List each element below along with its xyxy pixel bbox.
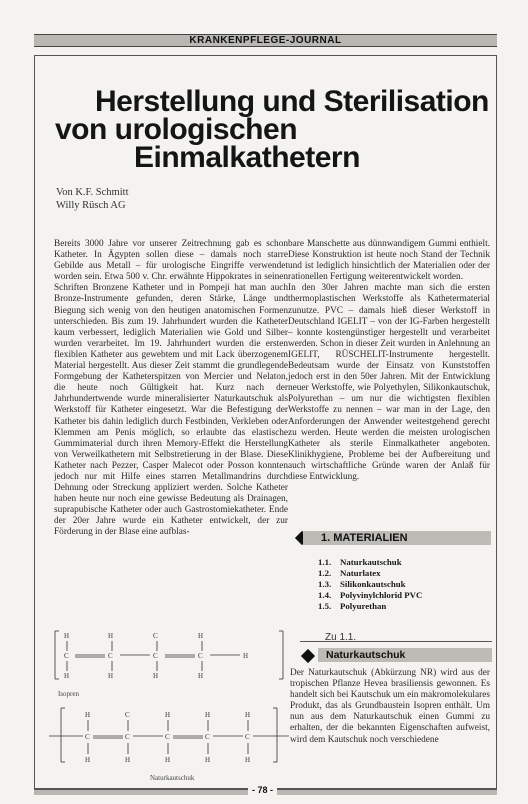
isoprene-structure-diagram bbox=[45, 623, 293, 687]
svg-text:C: C bbox=[85, 733, 90, 741]
svg-text:H: H bbox=[85, 711, 91, 719]
natural-rubber-formula-figure bbox=[45, 700, 293, 774]
svg-text:C: C bbox=[153, 632, 158, 640]
right-column-paragraph-1: bare Manschette aus dünnwandigem Gummi enthielt. Diese Konstruktion ist heute noch Stand der Technik und ist lediglich hinsichtlich der Materialien oder der rationellen Fertigung weiterentwickelt worden. bbox=[288, 239, 490, 283]
list-item: 1.5. Polyurethan bbox=[318, 601, 387, 611]
svg-text:C: C bbox=[125, 711, 130, 719]
svg-text:H: H bbox=[243, 652, 249, 660]
svg-text:H: H bbox=[245, 756, 251, 764]
journal-name: KRANKENPFLEGE-JOURNAL bbox=[189, 35, 342, 46]
figure-caption-naturkautschuk: Naturkautschuk bbox=[150, 774, 195, 782]
left-column-text bbox=[54, 239, 288, 621]
right-column-text bbox=[288, 239, 490, 521]
svg-text:H: H bbox=[125, 756, 131, 764]
section-heading-text: 1. MATERIALIEN bbox=[321, 532, 408, 544]
svg-text:H: H bbox=[64, 632, 70, 640]
journal-header bbox=[34, 34, 497, 47]
author-name: Von K.F. Schmitt bbox=[56, 187, 129, 198]
page-number: - 78 - bbox=[248, 785, 277, 795]
svg-text:H: H bbox=[165, 711, 171, 719]
subsection-reference: Zu 1.1. bbox=[325, 632, 357, 643]
list-item: 1.4. Polyvinylchlorid PVC bbox=[318, 590, 423, 600]
svg-text:H: H bbox=[64, 672, 70, 680]
svg-text:C: C bbox=[198, 652, 203, 660]
article-title-line-1: Herstellung und Sterilisation bbox=[95, 85, 489, 118]
svg-text:C: C bbox=[153, 652, 158, 660]
svg-text:H: H bbox=[153, 672, 159, 680]
svg-text:H: H bbox=[245, 711, 251, 719]
list-item: 1.1. Naturkautschuk bbox=[318, 557, 402, 567]
svg-text:C: C bbox=[125, 733, 130, 741]
subsection-heading-text: Naturkautschuk bbox=[326, 649, 406, 661]
section-heading-materialien bbox=[291, 531, 491, 545]
svg-text:C: C bbox=[245, 733, 250, 741]
svg-text:C: C bbox=[108, 652, 113, 660]
list-item: 1.3. Silikonkautschuk bbox=[318, 579, 406, 589]
svg-text:H: H bbox=[198, 632, 204, 640]
section-heading-bar bbox=[303, 531, 491, 545]
article-title-line-2: von urologischen bbox=[55, 113, 298, 146]
svg-text:H: H bbox=[205, 756, 211, 764]
article-title-line-3: Einmalkathetern bbox=[134, 141, 360, 174]
author-affiliation: Willy Rüsch AG bbox=[56, 200, 126, 211]
svg-text:H: H bbox=[108, 672, 114, 680]
svg-text:C: C bbox=[205, 733, 210, 741]
svg-text:C: C bbox=[165, 733, 170, 741]
svg-text:H: H bbox=[85, 756, 91, 764]
list-item: 1.2. Naturlatex bbox=[318, 568, 381, 578]
svg-text:H: H bbox=[205, 711, 211, 719]
subsection-text bbox=[290, 668, 490, 780]
isoprene-formula-figure bbox=[45, 623, 293, 687]
figure-caption-isopren: Isopren bbox=[58, 690, 79, 698]
subsection-heading-bar bbox=[318, 648, 492, 662]
materials-list bbox=[318, 557, 422, 612]
right-column-paragraph-2: In den 30er Jahren machte man sich die ersten thermoplastischen Werkstoffe als Kathetermaterial zunutze. PVC – damals hieß dieser Werkstoff in Deutschland IGELIT – von der IG-Farben hergestellt – konnte kostengünstiger hergestellt und verarbeitet werden. Schon in dieser Zeit wurden in Anlehnung an IGELIT, RÜSCHELIT-Instrumente hergestellt. Bedeutsam wurde der Einsatz von Kunststoffen jedoch erst in den 50er Jahren. Mit der Entwicklung neuer Werkstoffe, wie Polyethylen, Silikonkautschuk, Polyurethan – um nur die wichtigsten flexiblen Werkstoffe zu nennen – war man in der Lage, den Anforderungen der Anwender weitestgehend gerecht zu werden. Heute werden die meisten urologischen Katheter als sterile Einmalkatheter angeboten. Klinikhygiene, Probleme bei der Aufbereitung und auch wirtschaftliche Gründe waren der Anlaß für diese Entwicklung. bbox=[288, 283, 490, 482]
natural-rubber-structure-diagram bbox=[45, 700, 293, 774]
left-column-paragraph: Bereits 3000 Jahre vor unserer Zeitrechnung gab es schon Katheter. In Ägypten sollen diese – damals noch starre Gebilde aus Metall – für urologische Eingriffe verwendet worden sein. Etwa 500 v. Chr. erwähnte Hippokrates in seinen Schriften Bronzene Katheter und in Pompeji hat man auch Bronze-Instrumente gefunden, deren Stärke, Länge und Biegung sich wenig von den heutigen anatomischen Formen unterschieden. Bis zum 19. Jahrhundert wurden die Katheter kaum verbessert, lediglich Materialien wie Gold und Silber wurden verarbeitet. Im 19. Jahrhundert wurden die ersten flexiblen Katheter aus gewebtem und mit Lack überzogenem Material hergestellt. Aus dieser Zeit stammt die grundlegende Formgebung der Katheterspitzen von Mercier und Nelaton, die heute noch Gültigkeit hat. Kurz nach der Jahrhundertwende wurde mineralisierter Naturkautschuk als Werkstoff für Katheter eingesetzt. War die Befestigung der Katheter bis dahin lediglich durch Festbinden, Verkleben oder Klemmen am Penis möglich, so erlaubte das elastische Gummimaterial durch ihren Memory-Effekt die Herstellung von Verweilkathetern mit Selbstretierung in der Blase. Diese Katheter nach Pezzer, Casper Malecot oder Posson konnten jedoch nur mit Hilfe eines starren Metallmandrins durch Dehnung oder Streckung appliziert werden. Solche Katheter haben heute nur noch eine gewisse Bedeutung als Drainagen, suprapubische Katheter oder auch Gastrostomiekatheter. Ende der 20er Jahre wurde ein Katheter entwickelt, der zur Förderung in der Blase eine aufblas- bbox=[54, 239, 288, 538]
svg-text:H: H bbox=[108, 632, 114, 640]
svg-text:C: C bbox=[64, 652, 69, 660]
svg-text:H: H bbox=[165, 756, 171, 764]
svg-text:H: H bbox=[198, 672, 204, 680]
subsection-paragraph: Der Naturkautschuk (Abkürzung NR) wird aus der tropischen Pflanze Hevea brasiliensis gewonnen. Es handelt sich bei Kautschuk um ein makromolekulares Produkt, das als Grundbaustein Isopren enthält. Um nun aus dem Naturkautschuk einen Gummi zu erhalten, der die bekannten Eigenschaften aufweist, wird dem Kautschuk noch verschiedene bbox=[290, 668, 490, 745]
